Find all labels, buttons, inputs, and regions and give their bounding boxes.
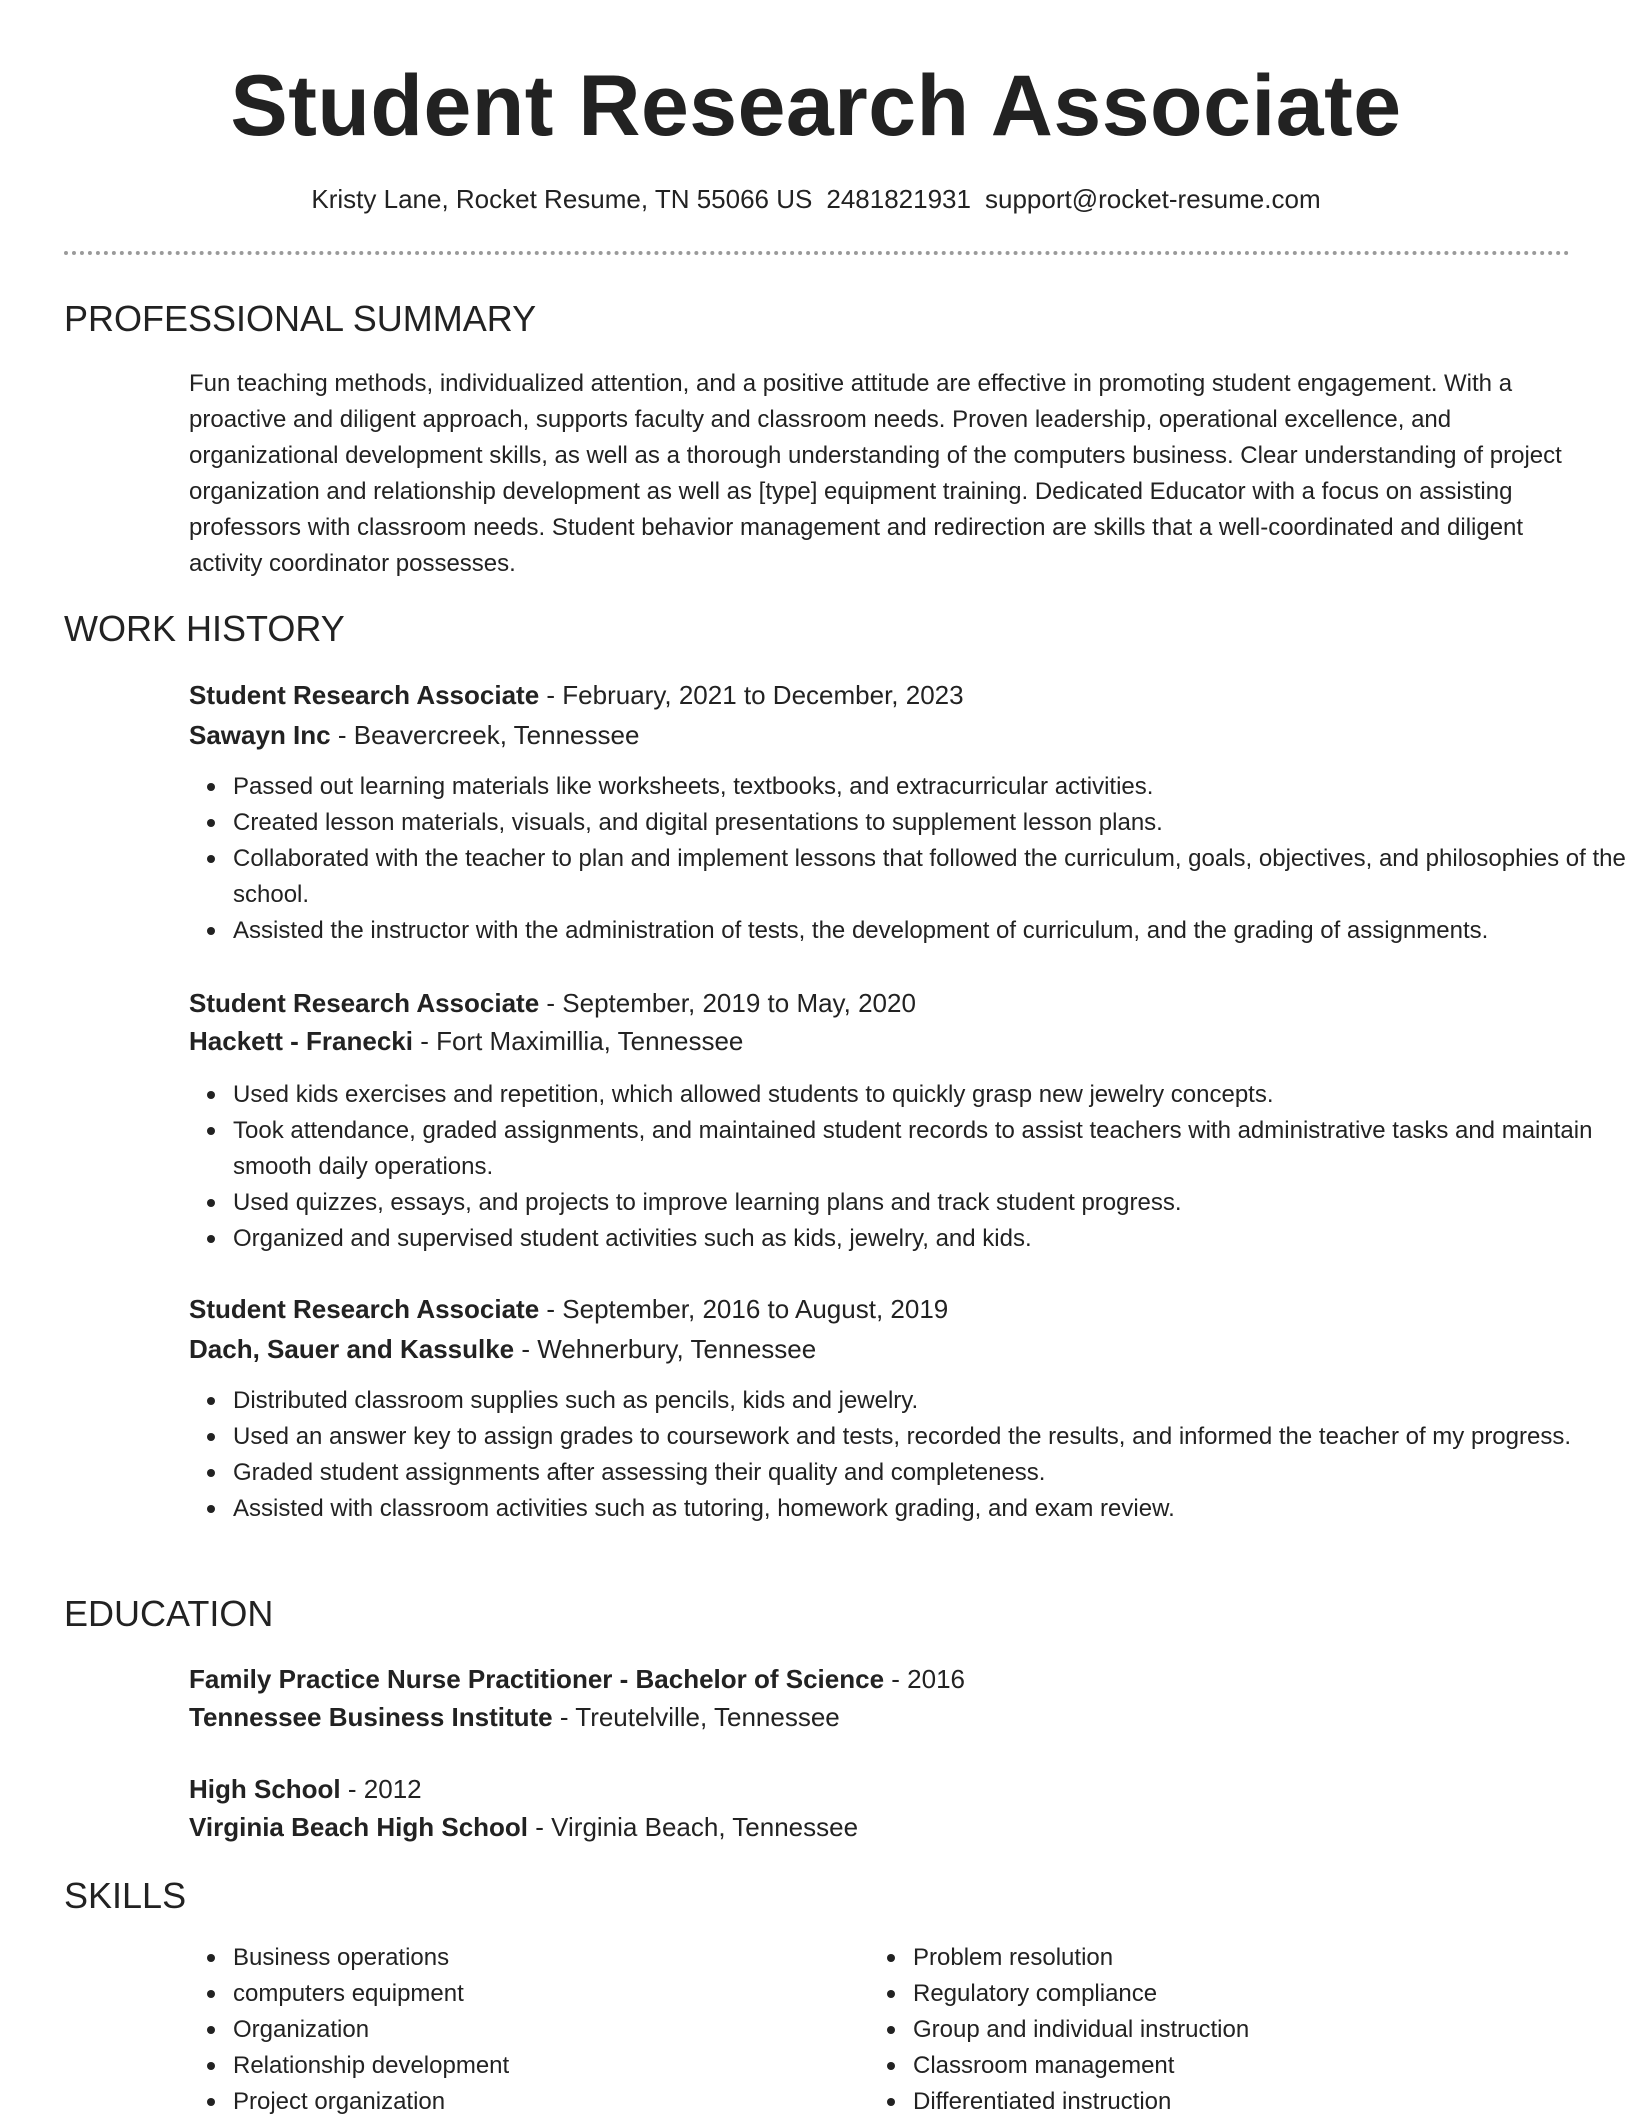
- job-1-bullet: Created lesson materials, visuals, and digital presentations to supplement lesson plans.: [233, 805, 1632, 841]
- skills-list-left: [189, 1940, 873, 2120]
- job-3-heading: [189, 1291, 1574, 1327]
- job-3-bullet: Used an answer key to assign grades to coursework and tests, recorded the results, and informed the teacher of my progress.: [233, 1419, 1632, 1455]
- education-2-institution: [189, 1809, 1574, 1845]
- education-1-school: Tennessee Business Institute: [189, 1702, 553, 1732]
- job-2-bullet: Took attendance, graded assignments, and maintained student records to assist teachers with administrative tasks and maintain smooth daily operations.: [233, 1113, 1632, 1185]
- job-1-role: Student Research Associate: [189, 680, 540, 710]
- job-1-employer: [189, 717, 1574, 753]
- skill-item: Project organization: [233, 2084, 873, 2120]
- job-2-bullet: Organized and supervised student activities such as kids, jewelry, and kids.: [233, 1221, 1632, 1257]
- contact-address: Kristy Lane, Rocket Resume, TN 55066 US: [311, 184, 813, 214]
- contact-line: [0, 181, 1632, 217]
- resume-title: Student Research Associate: [230, 58, 1402, 154]
- skill-item: Differentiated instruction: [913, 2084, 1553, 2120]
- summary-text: Fun teaching methods, individualized attention, and a positive attitude are effective in promoting student engagement. With a proactive and diligent approach, supports faculty and classroom needs. Proven leadership, operational excellence, and organizational development skills, as well as a thorough understanding of the computers business. Clear understanding of project organization and relationship development as well as [type] equipment training. Dedicated Educator with a focus on assisting professors with classroom needs. Student behavior management and redirection are skills that a well-coordinated and diligent activity coordinator possesses.: [189, 370, 1562, 577]
- job-1-heading: [189, 677, 1574, 713]
- job-2-employer: [189, 1023, 1574, 1059]
- job-1-bullet: Collaborated with the teacher to plan and implement lessons that followed the curriculum, goals, objectives, and philosophies of the school.: [233, 841, 1632, 913]
- contact-email: support@rocket-resume.com: [984, 184, 1321, 214]
- skill-item: Regulatory compliance: [913, 1976, 1553, 2012]
- job-2-heading: [189, 985, 1574, 1021]
- job-2-bullets: [189, 1077, 1632, 1257]
- job-1-bullet: Assisted the instructor with the administration of tests, the development of curriculum, and the grading of assignments.: [233, 913, 1632, 949]
- education-1-heading: [189, 1661, 1574, 1697]
- education-2-degree: High School: [189, 1774, 341, 1804]
- contact-phone: 2481821931: [826, 184, 971, 214]
- job-2-location: - Fort Maximillia, Tennessee: [412, 1026, 744, 1056]
- section-title-work-history: WORK HISTORY: [64, 608, 345, 649]
- job-3-role: Student Research Associate: [189, 1294, 540, 1324]
- skill-item: Relationship development: [233, 2048, 873, 2084]
- education-1-year: - 2016: [884, 1664, 965, 1694]
- job-3-company: Dach, Sauer and Kassulke: [189, 1334, 515, 1364]
- education-2-heading: [189, 1771, 1574, 1807]
- job-2-role: Student Research Associate: [189, 988, 540, 1018]
- job-3-bullets: [189, 1383, 1632, 1527]
- education-1-institution: [189, 1699, 1574, 1735]
- job-3-location: - Wehnerbury, Tennessee: [514, 1334, 817, 1364]
- job-1-location: - Beavercreek, Tennessee: [330, 720, 640, 750]
- skill-item: Classroom management: [913, 2048, 1553, 2084]
- job-3-dates: - September, 2016 to August, 2019: [539, 1294, 949, 1324]
- job-1-bullet: Passed out learning materials like worksheets, textbooks, and extracurricular activities.: [233, 769, 1632, 805]
- job-2-bullet: Used kids exercises and repetition, which allowed students to quickly grasp new jewelry concepts.: [233, 1077, 1632, 1113]
- section-title-education: EDUCATION: [64, 1593, 274, 1634]
- job-3-bullet: Graded student assignments after assessing their quality and completeness.: [233, 1455, 1632, 1491]
- job-2-bullet: Used quizzes, essays, and projects to improve learning plans and track student progress.: [233, 1185, 1632, 1221]
- skill-item: Business operations: [233, 1940, 873, 1976]
- education-2-school: Virginia Beach High School: [189, 1812, 529, 1842]
- skill-item: computers equipment: [233, 1976, 873, 2012]
- skill-item: Problem resolution: [913, 1940, 1553, 1976]
- education-2-location: - Virginia Beach, Tennessee: [528, 1812, 859, 1842]
- education-1-location: - Treutelville, Tennessee: [552, 1702, 840, 1732]
- skill-item: Group and individual instruction: [913, 2012, 1553, 2048]
- job-3-bullet: Distributed classroom supplies such as pencils, kids and jewelry.: [233, 1383, 1632, 1419]
- section-title-skills: SKILLS: [64, 1875, 187, 1916]
- job-3-bullet: Assisted with classroom activities such as tutoring, homework grading, and exam review.: [233, 1491, 1632, 1527]
- header-divider: [64, 251, 1570, 255]
- skills-list-right: [869, 1940, 1553, 2120]
- job-1-bullets: [189, 769, 1632, 949]
- education-1-degree: Family Practice Nurse Practitioner - Bachelor of Science: [189, 1664, 885, 1694]
- job-1-dates: - February, 2021 to December, 2023: [539, 680, 964, 710]
- job-2-company: Hackett - Franecki: [189, 1026, 413, 1056]
- education-2-year: - 2012: [340, 1774, 422, 1804]
- skill-item: Organization: [233, 2012, 873, 2048]
- job-2-dates: - September, 2019 to May, 2020: [539, 988, 916, 1018]
- job-3-employer: [189, 1331, 1574, 1367]
- section-title-summary: PROFESSIONAL SUMMARY: [64, 298, 537, 339]
- job-1-company: Sawayn Inc: [189, 720, 331, 750]
